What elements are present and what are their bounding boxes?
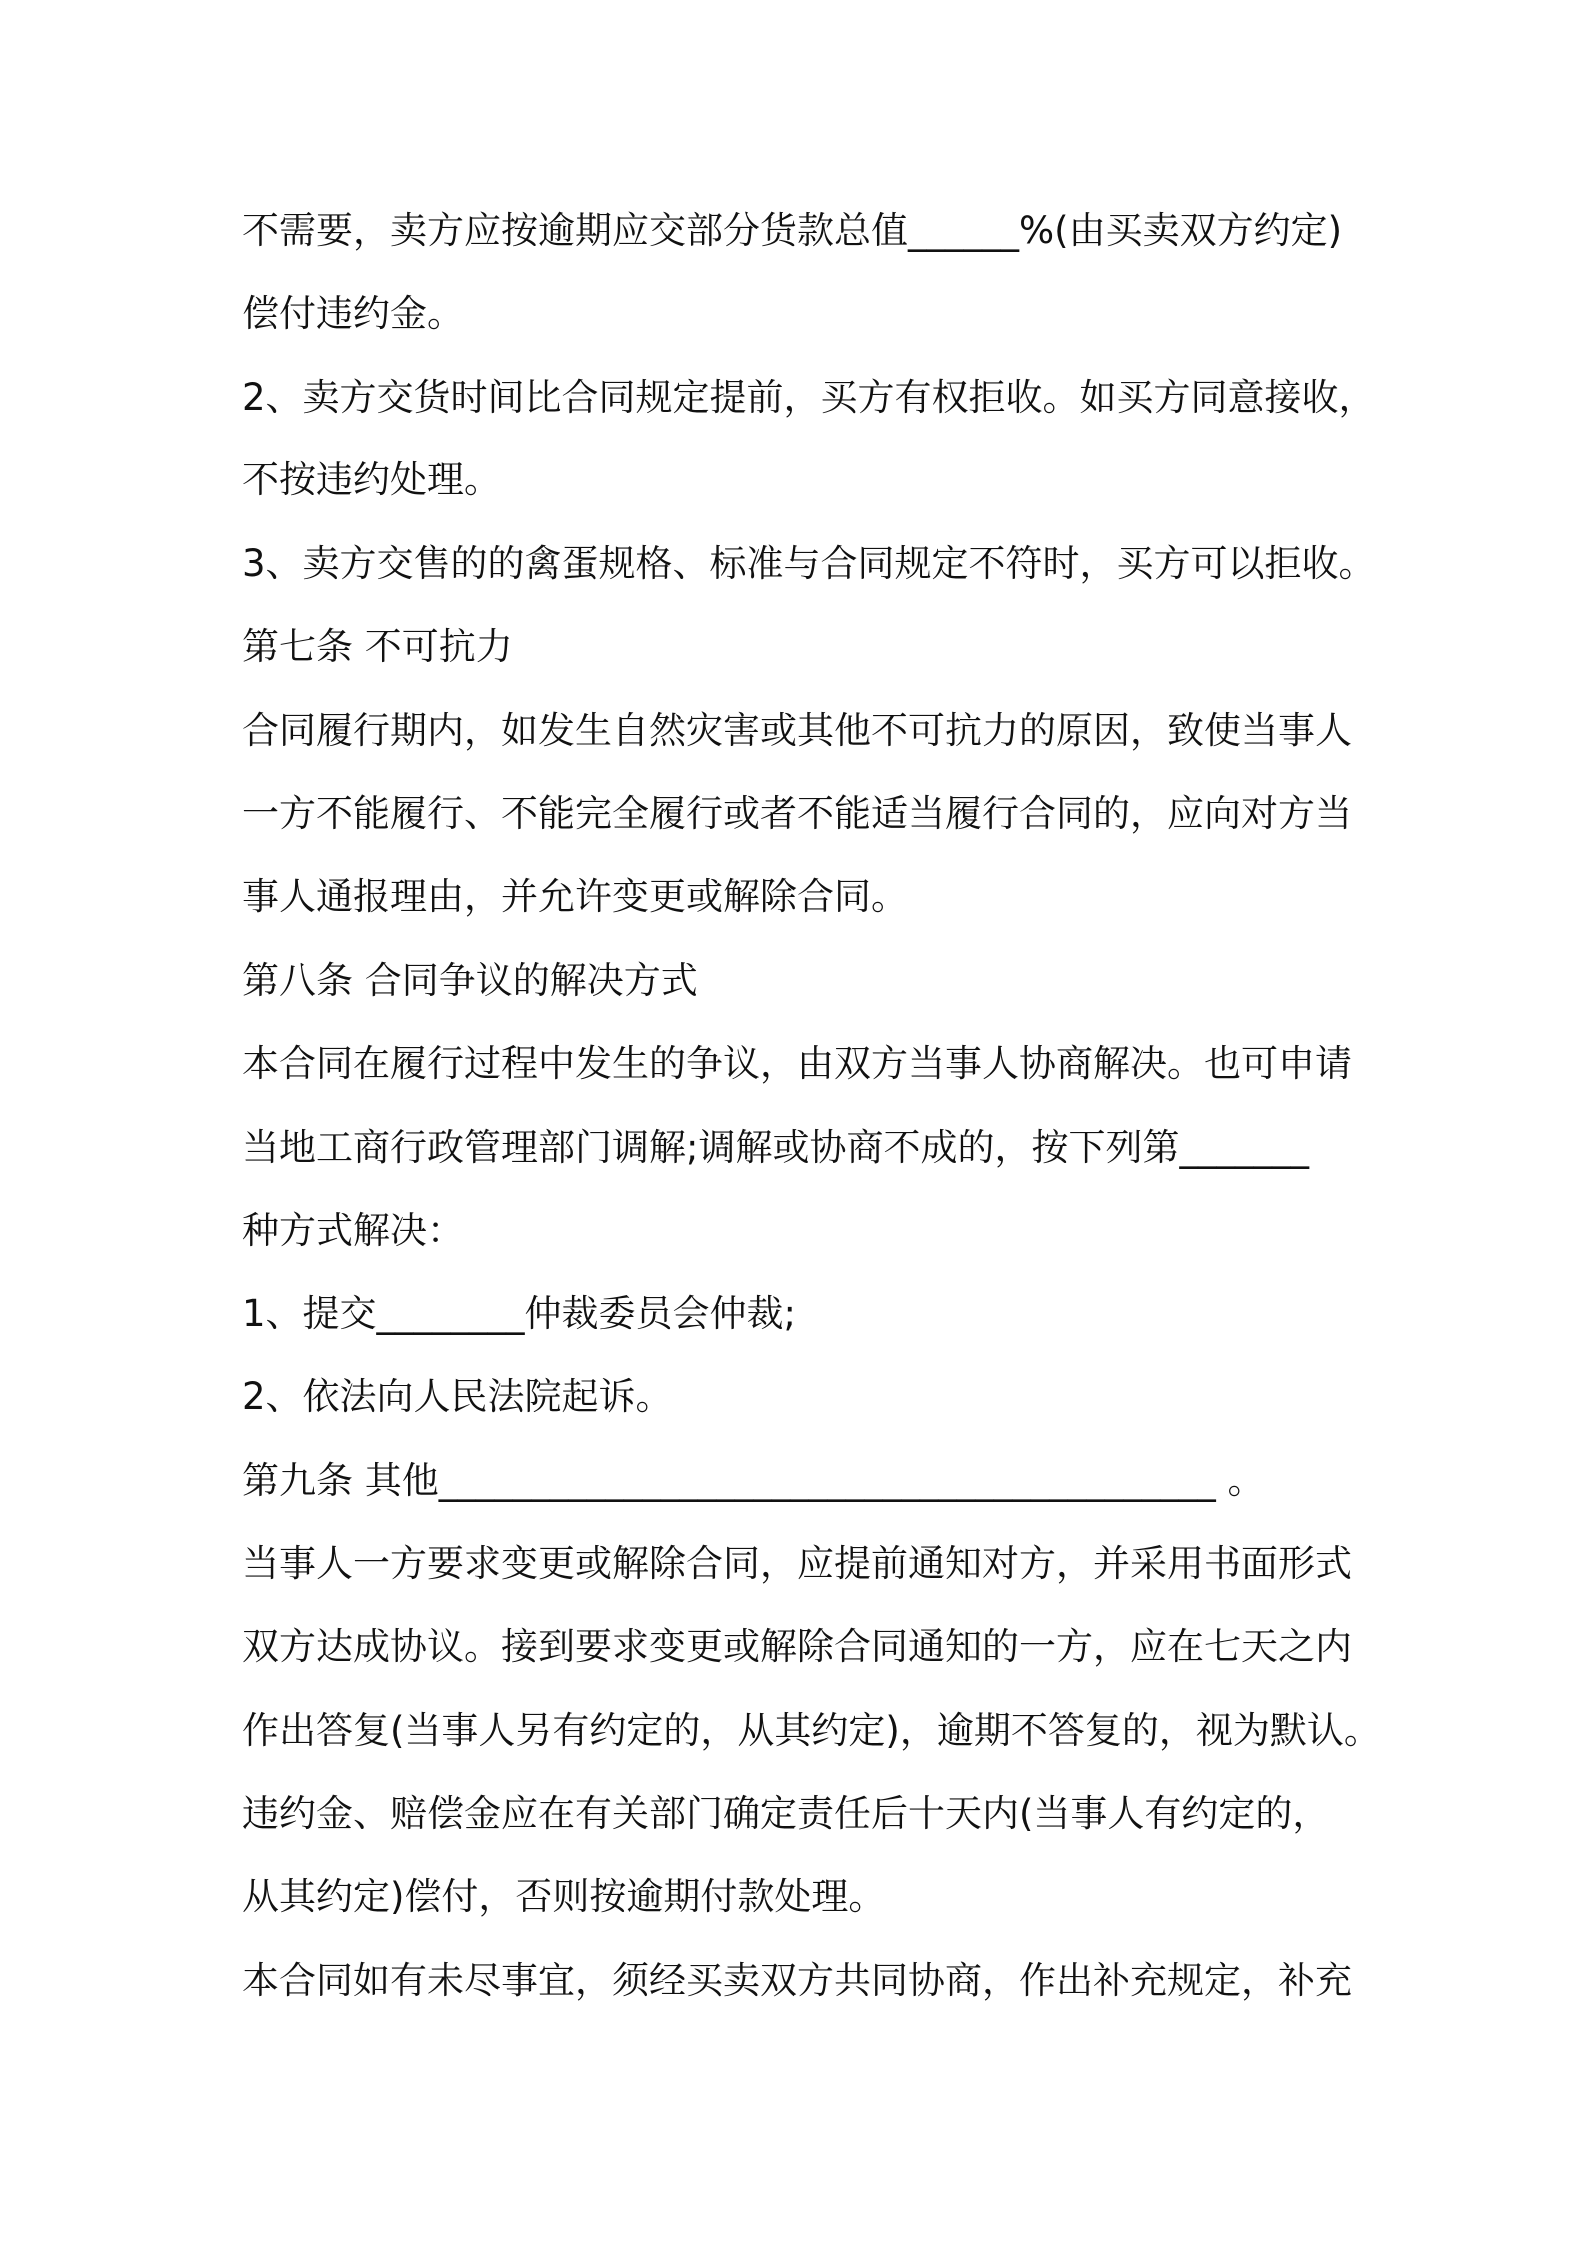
text-line: 本合同在履行过程中发生的争议，由双方当事人协商解决。也可申请 bbox=[242, 1042, 1352, 1085]
text-line: 当地工商行政管理部门调解;调解或协商不成的，按下列第_______ bbox=[242, 1126, 1309, 1169]
text-line: 种方式解决： bbox=[242, 1209, 464, 1252]
section-heading: 第八条 合同争议的解决方式 bbox=[242, 959, 698, 1002]
text-line: 偿付违约金。 bbox=[242, 292, 464, 335]
text-line: 不按违约处理。 bbox=[242, 458, 501, 501]
text-line: 合同履行期内，如发生自然灾害或其他不可抗力的原因，致使当事人 bbox=[242, 709, 1352, 752]
text-line: 2、卖方交货时间比合同规定提前，买方有权拒收。如买方同意接收， bbox=[242, 376, 1376, 419]
section-heading: 第九条 其他__________________________________________ 。 bbox=[242, 1459, 1265, 1502]
text-line: 事人通报理由，并允许变更或解除合同。 bbox=[242, 875, 908, 918]
text-line: 一方不能履行、不能完全履行或者不能适当履行合同的，应向对方当 bbox=[242, 792, 1352, 835]
text-line: 违约金、赔偿金应在有关部门确定责任后十天内(当事人有约定的， bbox=[242, 1792, 1330, 1835]
text-line: 2、依法向人民法院起诉。 bbox=[242, 1375, 673, 1418]
section-heading: 第七条 不可抗力 bbox=[242, 625, 513, 668]
text-line: 不需要，卖方应按逾期应交部分货款总值______%(由买卖双方约定) bbox=[242, 209, 1343, 252]
text-line: 3、卖方交售的的禽蛋规格、标准与合同规定不符时，买方可以拒收。 bbox=[242, 542, 1376, 585]
text-line: 本合同如有未尽事宜，须经买卖双方共同协商，作出补充规定，补充 bbox=[242, 1959, 1352, 2002]
text-line: 1、提交________仲裁委员会仲裁; bbox=[242, 1292, 797, 1335]
text-line: 当事人一方要求变更或解除合同，应提前通知对方，并采用书面形式 bbox=[242, 1542, 1352, 1585]
text-line: 从其约定)偿付，否则按逾期付款处理。 bbox=[242, 1875, 886, 1918]
text-line: 作出答复(当事人另有约定的，从其约定)，逾期不答复的，视为默认。 bbox=[242, 1709, 1381, 1752]
text-line: 双方达成协议。接到要求变更或解除合同通知的一方，应在七天之内 bbox=[242, 1625, 1352, 1668]
